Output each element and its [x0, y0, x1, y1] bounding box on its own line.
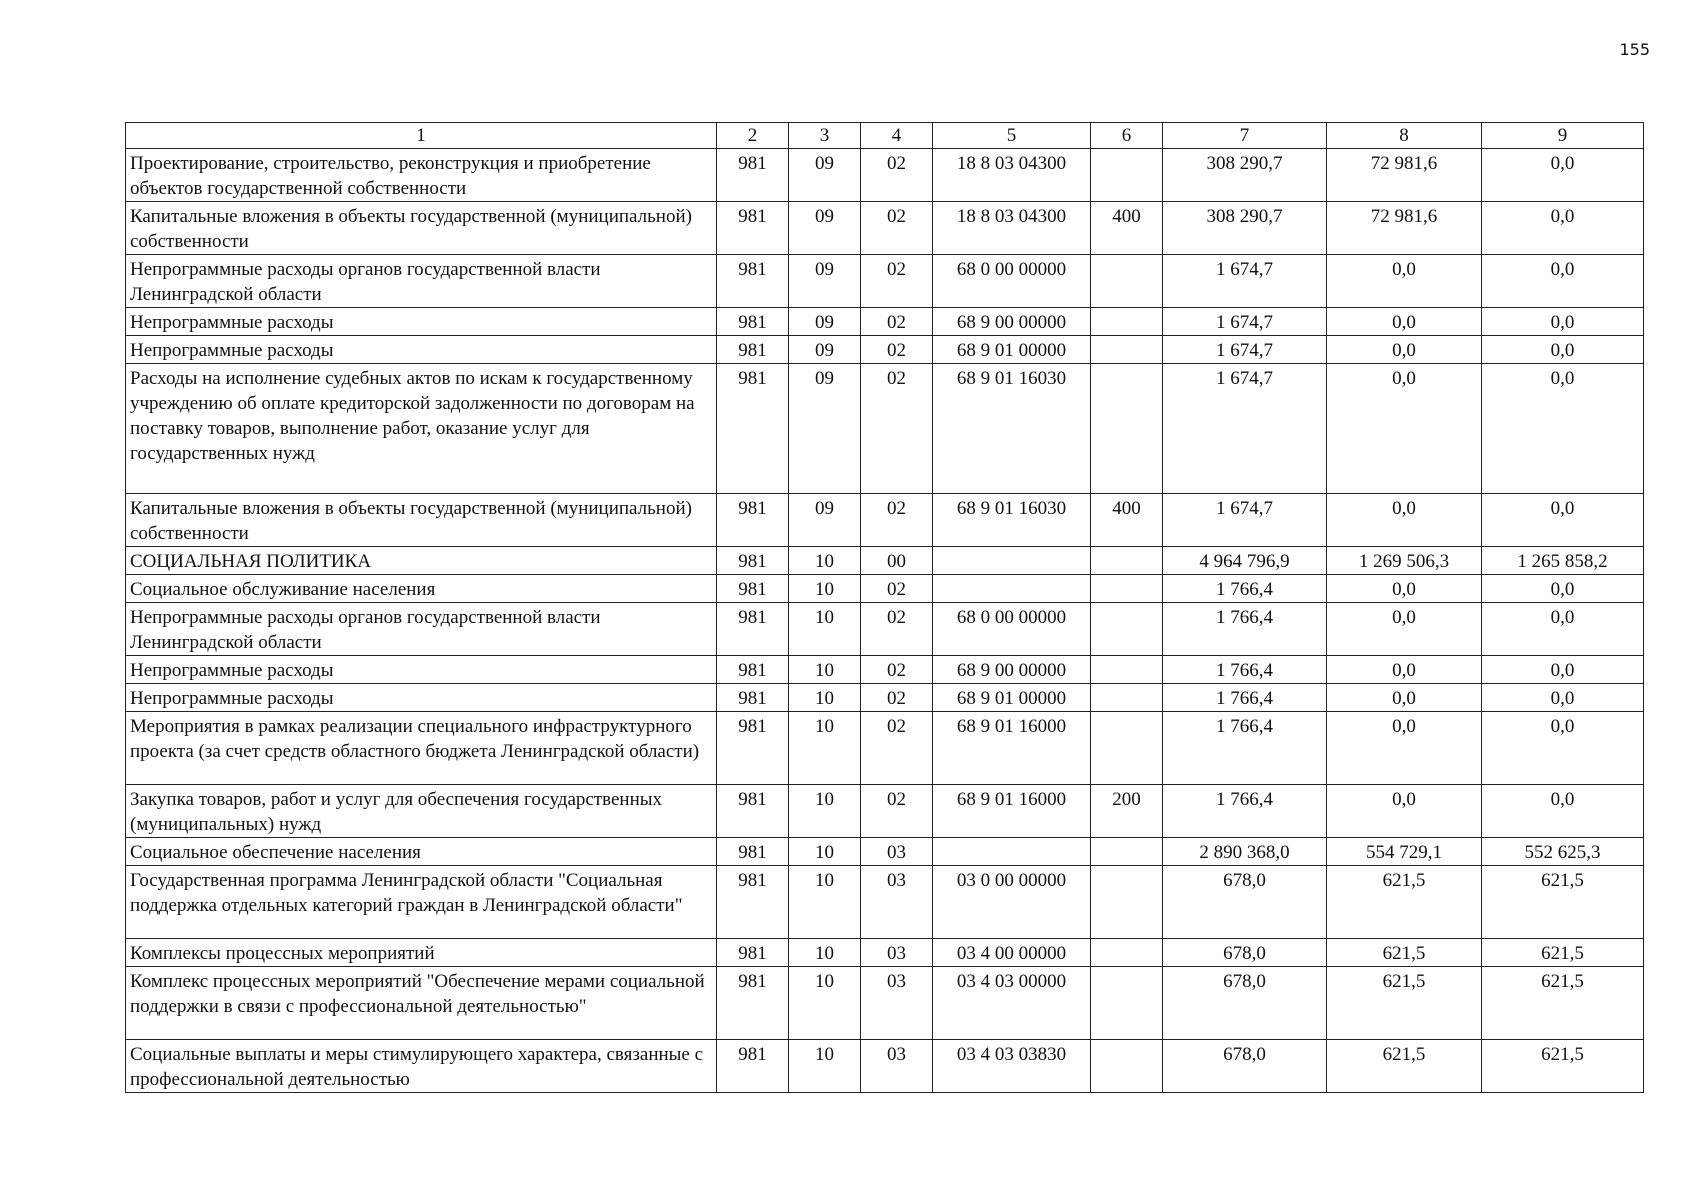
row-name-cell: Капитальные вложения в объекты государственной (муниципальной) собственности	[126, 494, 717, 547]
row-value-cell: 03	[861, 838, 933, 866]
table-row	[126, 603, 1644, 656]
row-value-cell: 1 766,4	[1163, 785, 1327, 838]
table-row	[126, 785, 1644, 838]
row-value-cell: 1 766,4	[1163, 712, 1327, 785]
row-value-cell: 981	[717, 494, 789, 547]
row-value-cell: 1 766,4	[1163, 603, 1327, 656]
header-cell: 8	[1327, 123, 1482, 149]
table-row	[126, 308, 1644, 336]
row-value-cell: 68 9 01 16000	[933, 785, 1091, 838]
row-value-cell: 621,5	[1482, 939, 1644, 967]
row-name-cell: Комплексы процессных мероприятий	[126, 939, 717, 967]
row-name-cell: Мероприятия в рамках реализации специального инфраструктурного проекта (за счет средств областного бюджета Ленинградской области)	[126, 712, 717, 785]
row-name-cell: Социальное обеспечение населения	[126, 838, 717, 866]
row-value-cell: 10	[789, 785, 861, 838]
row-name-cell: Капитальные вложения в объекты государственной (муниципальной) собственности	[126, 202, 717, 255]
row-value-cell	[1091, 684, 1163, 712]
row-value-cell	[1091, 308, 1163, 336]
row-value-cell	[1091, 1040, 1163, 1093]
row-value-cell: 621,5	[1482, 1040, 1644, 1093]
table-row	[126, 838, 1644, 866]
row-value-cell: 10	[789, 547, 861, 575]
row-value-cell: 621,5	[1482, 866, 1644, 939]
row-value-cell: 400	[1091, 494, 1163, 547]
row-value-cell: 09	[789, 202, 861, 255]
row-value-cell: 68 9 01 00000	[933, 336, 1091, 364]
table-row	[126, 575, 1644, 603]
row-value-cell: 68 9 00 00000	[933, 656, 1091, 684]
row-value-cell: 00	[861, 547, 933, 575]
row-name-cell: Непрограммные расходы органов государственной власти Ленинградской области	[126, 255, 717, 308]
row-value-cell: 0,0	[1327, 336, 1482, 364]
row-value-cell: 68 9 01 16030	[933, 494, 1091, 547]
row-value-cell: 0,0	[1482, 202, 1644, 255]
row-value-cell	[1091, 575, 1163, 603]
row-value-cell: 981	[717, 255, 789, 308]
row-value-cell: 1 674,7	[1163, 308, 1327, 336]
row-value-cell: 1 269 506,3	[1327, 547, 1482, 575]
table-row	[126, 967, 1644, 1040]
row-value-cell: 68 9 01 00000	[933, 684, 1091, 712]
row-value-cell: 1 766,4	[1163, 656, 1327, 684]
row-value-cell	[1091, 336, 1163, 364]
row-name-cell: Непрограммные расходы	[126, 336, 717, 364]
row-value-cell	[1091, 255, 1163, 308]
table-row	[126, 336, 1644, 364]
table-row	[126, 494, 1644, 547]
row-value-cell: 0,0	[1327, 575, 1482, 603]
row-value-cell: 0,0	[1327, 364, 1482, 494]
row-value-cell: 02	[861, 785, 933, 838]
table-row	[126, 255, 1644, 308]
row-value-cell: 0,0	[1327, 603, 1482, 656]
row-name-cell: Закупка товаров, работ и услуг для обеспечения государственных (муниципальных) нужд	[126, 785, 717, 838]
row-value-cell: 981	[717, 575, 789, 603]
row-value-cell: 1 674,7	[1163, 494, 1327, 547]
row-value-cell: 0,0	[1482, 494, 1644, 547]
row-name-cell: Непрограммные расходы	[126, 308, 717, 336]
row-value-cell: 02	[861, 575, 933, 603]
row-value-cell: 678,0	[1163, 939, 1327, 967]
row-value-cell: 68 0 00 00000	[933, 603, 1091, 656]
row-value-cell: 10	[789, 939, 861, 967]
row-value-cell: 0,0	[1482, 603, 1644, 656]
row-value-cell	[1091, 603, 1163, 656]
row-value-cell	[1091, 149, 1163, 202]
row-value-cell: 09	[789, 149, 861, 202]
row-value-cell: 678,0	[1163, 866, 1327, 939]
row-value-cell: 621,5	[1327, 866, 1482, 939]
row-value-cell: 0,0	[1482, 364, 1644, 494]
row-value-cell: 02	[861, 494, 933, 547]
row-value-cell: 308 290,7	[1163, 149, 1327, 202]
row-name-cell: Непрограммные расходы	[126, 684, 717, 712]
row-value-cell: 981	[717, 838, 789, 866]
row-value-cell: 10	[789, 712, 861, 785]
row-value-cell: 0,0	[1482, 785, 1644, 838]
table-row	[126, 866, 1644, 939]
table-row	[126, 364, 1644, 494]
row-value-cell: 72 981,6	[1327, 149, 1482, 202]
row-value-cell: 02	[861, 364, 933, 494]
row-value-cell	[1091, 547, 1163, 575]
row-value-cell: 03 4 03 03830	[933, 1040, 1091, 1093]
row-value-cell: 308 290,7	[1163, 202, 1327, 255]
row-value-cell: 1 674,7	[1163, 255, 1327, 308]
row-value-cell: 981	[717, 603, 789, 656]
row-value-cell: 0,0	[1482, 656, 1644, 684]
row-value-cell: 0,0	[1482, 336, 1644, 364]
row-value-cell: 09	[789, 364, 861, 494]
row-value-cell: 03	[861, 1040, 933, 1093]
header-cell: 9	[1482, 123, 1644, 149]
row-value-cell: 10	[789, 603, 861, 656]
row-name-cell: Расходы на исполнение судебных актов по искам к государственному учреждению об оплате кредиторской задолженности по договорам на поставку товаров, выполнение работ, оказание услуг для государственных нужд	[126, 364, 717, 494]
row-value-cell: 0,0	[1327, 255, 1482, 308]
row-value-cell: 981	[717, 547, 789, 575]
row-value-cell	[933, 838, 1091, 866]
row-value-cell	[1091, 866, 1163, 939]
row-value-cell: 0,0	[1327, 494, 1482, 547]
row-value-cell: 0,0	[1482, 255, 1644, 308]
row-value-cell: 0,0	[1327, 785, 1482, 838]
table-row	[126, 202, 1644, 255]
row-name-cell: Проектирование, строительство, реконструкция и приобретение объектов государственной собственности	[126, 149, 717, 202]
row-value-cell	[1091, 712, 1163, 785]
row-value-cell: 0,0	[1327, 308, 1482, 336]
row-value-cell: 981	[717, 939, 789, 967]
row-value-cell: 552 625,3	[1482, 838, 1644, 866]
row-value-cell: 02	[861, 656, 933, 684]
row-value-cell	[1091, 656, 1163, 684]
row-value-cell: 10	[789, 866, 861, 939]
row-value-cell: 981	[717, 967, 789, 1040]
row-value-cell	[1091, 939, 1163, 967]
row-value-cell: 621,5	[1327, 967, 1482, 1040]
row-value-cell: 03 4 03 00000	[933, 967, 1091, 1040]
row-value-cell: 68 9 00 00000	[933, 308, 1091, 336]
row-value-cell: 981	[717, 336, 789, 364]
row-name-cell: Государственная программа Ленинградской области "Социальная поддержка отдельных категорий граждан в Ленинградской области"	[126, 866, 717, 939]
row-value-cell: 09	[789, 308, 861, 336]
row-value-cell: 2 890 368,0	[1163, 838, 1327, 866]
header-cell: 1	[126, 123, 717, 149]
table-row	[126, 656, 1644, 684]
row-value-cell: 10	[789, 575, 861, 603]
row-value-cell	[1091, 838, 1163, 866]
row-value-cell: 678,0	[1163, 1040, 1327, 1093]
row-value-cell: 621,5	[1327, 1040, 1482, 1093]
row-value-cell: 02	[861, 603, 933, 656]
row-value-cell: 10	[789, 967, 861, 1040]
row-name-cell: Непрограммные расходы органов государственной власти Ленинградской области	[126, 603, 717, 656]
row-value-cell: 02	[861, 149, 933, 202]
row-value-cell: 981	[717, 364, 789, 494]
row-value-cell: 0,0	[1327, 684, 1482, 712]
row-value-cell: 02	[861, 684, 933, 712]
row-value-cell: 981	[717, 308, 789, 336]
row-value-cell: 03	[861, 866, 933, 939]
row-value-cell: 68 0 00 00000	[933, 255, 1091, 308]
row-value-cell: 03	[861, 939, 933, 967]
header-cell: 5	[933, 123, 1091, 149]
row-value-cell: 621,5	[1482, 967, 1644, 1040]
row-value-cell: 1 265 858,2	[1482, 547, 1644, 575]
table-row	[126, 1040, 1644, 1093]
budget-table	[125, 122, 1644, 1093]
row-value-cell: 621,5	[1327, 939, 1482, 967]
row-value-cell: 03 4 00 00000	[933, 939, 1091, 967]
row-value-cell: 0,0	[1482, 149, 1644, 202]
table-row	[126, 939, 1644, 967]
row-value-cell	[933, 547, 1091, 575]
header-cell: 7	[1163, 123, 1327, 149]
row-value-cell: 981	[717, 1040, 789, 1093]
row-value-cell: 09	[789, 494, 861, 547]
row-value-cell: 09	[789, 336, 861, 364]
row-value-cell: 18 8 03 04300	[933, 149, 1091, 202]
row-value-cell: 10	[789, 656, 861, 684]
row-value-cell: 68 9 01 16000	[933, 712, 1091, 785]
row-name-cell: Социальное обслуживание населения	[126, 575, 717, 603]
header-cell: 2	[717, 123, 789, 149]
row-value-cell: 400	[1091, 202, 1163, 255]
row-value-cell: 678,0	[1163, 967, 1327, 1040]
header-cell: 4	[861, 123, 933, 149]
table-row	[126, 684, 1644, 712]
row-value-cell	[1091, 967, 1163, 1040]
table-header-row	[126, 123, 1644, 149]
row-value-cell: 02	[861, 202, 933, 255]
row-value-cell: 981	[717, 712, 789, 785]
header-cell: 6	[1091, 123, 1163, 149]
table-row	[126, 712, 1644, 785]
row-value-cell: 200	[1091, 785, 1163, 838]
row-value-cell: 03 0 00 00000	[933, 866, 1091, 939]
row-value-cell	[933, 575, 1091, 603]
row-value-cell: 0,0	[1482, 712, 1644, 785]
row-value-cell: 981	[717, 684, 789, 712]
row-value-cell: 10	[789, 838, 861, 866]
row-value-cell: 10	[789, 1040, 861, 1093]
row-value-cell: 68 9 01 16030	[933, 364, 1091, 494]
row-value-cell: 0,0	[1482, 308, 1644, 336]
row-value-cell: 1 766,4	[1163, 684, 1327, 712]
header-cell: 3	[789, 123, 861, 149]
row-value-cell: 4 964 796,9	[1163, 547, 1327, 575]
row-value-cell: 02	[861, 336, 933, 364]
row-value-cell: 72 981,6	[1327, 202, 1482, 255]
row-value-cell: 10	[789, 684, 861, 712]
row-value-cell: 02	[861, 308, 933, 336]
page-number: 155	[1619, 40, 1650, 59]
row-value-cell: 0,0	[1482, 575, 1644, 603]
row-value-cell: 0,0	[1482, 684, 1644, 712]
row-name-cell: СОЦИАЛЬНАЯ ПОЛИТИКА	[126, 547, 717, 575]
row-value-cell: 981	[717, 866, 789, 939]
row-value-cell: 02	[861, 255, 933, 308]
row-name-cell: Комплекс процессных мероприятий "Обеспечение мерами социальной поддержки в связи с профессиональной деятельностью"	[126, 967, 717, 1040]
row-name-cell: Непрограммные расходы	[126, 656, 717, 684]
row-value-cell: 981	[717, 656, 789, 684]
row-value-cell: 554 729,1	[1327, 838, 1482, 866]
row-value-cell: 1 674,7	[1163, 364, 1327, 494]
table-row	[126, 547, 1644, 575]
table-row	[126, 149, 1644, 202]
row-value-cell: 1 766,4	[1163, 575, 1327, 603]
row-value-cell: 03	[861, 967, 933, 1040]
row-value-cell: 1 674,7	[1163, 336, 1327, 364]
row-value-cell: 981	[717, 149, 789, 202]
row-value-cell: 09	[789, 255, 861, 308]
row-name-cell: Социальные выплаты и меры стимулирующего характера, связанные с профессиональной деятельностью	[126, 1040, 717, 1093]
row-value-cell: 981	[717, 785, 789, 838]
row-value-cell: 0,0	[1327, 656, 1482, 684]
row-value-cell: 981	[717, 202, 789, 255]
row-value-cell: 0,0	[1327, 712, 1482, 785]
row-value-cell: 02	[861, 712, 933, 785]
row-value-cell	[1091, 364, 1163, 494]
row-value-cell: 18 8 03 04300	[933, 202, 1091, 255]
